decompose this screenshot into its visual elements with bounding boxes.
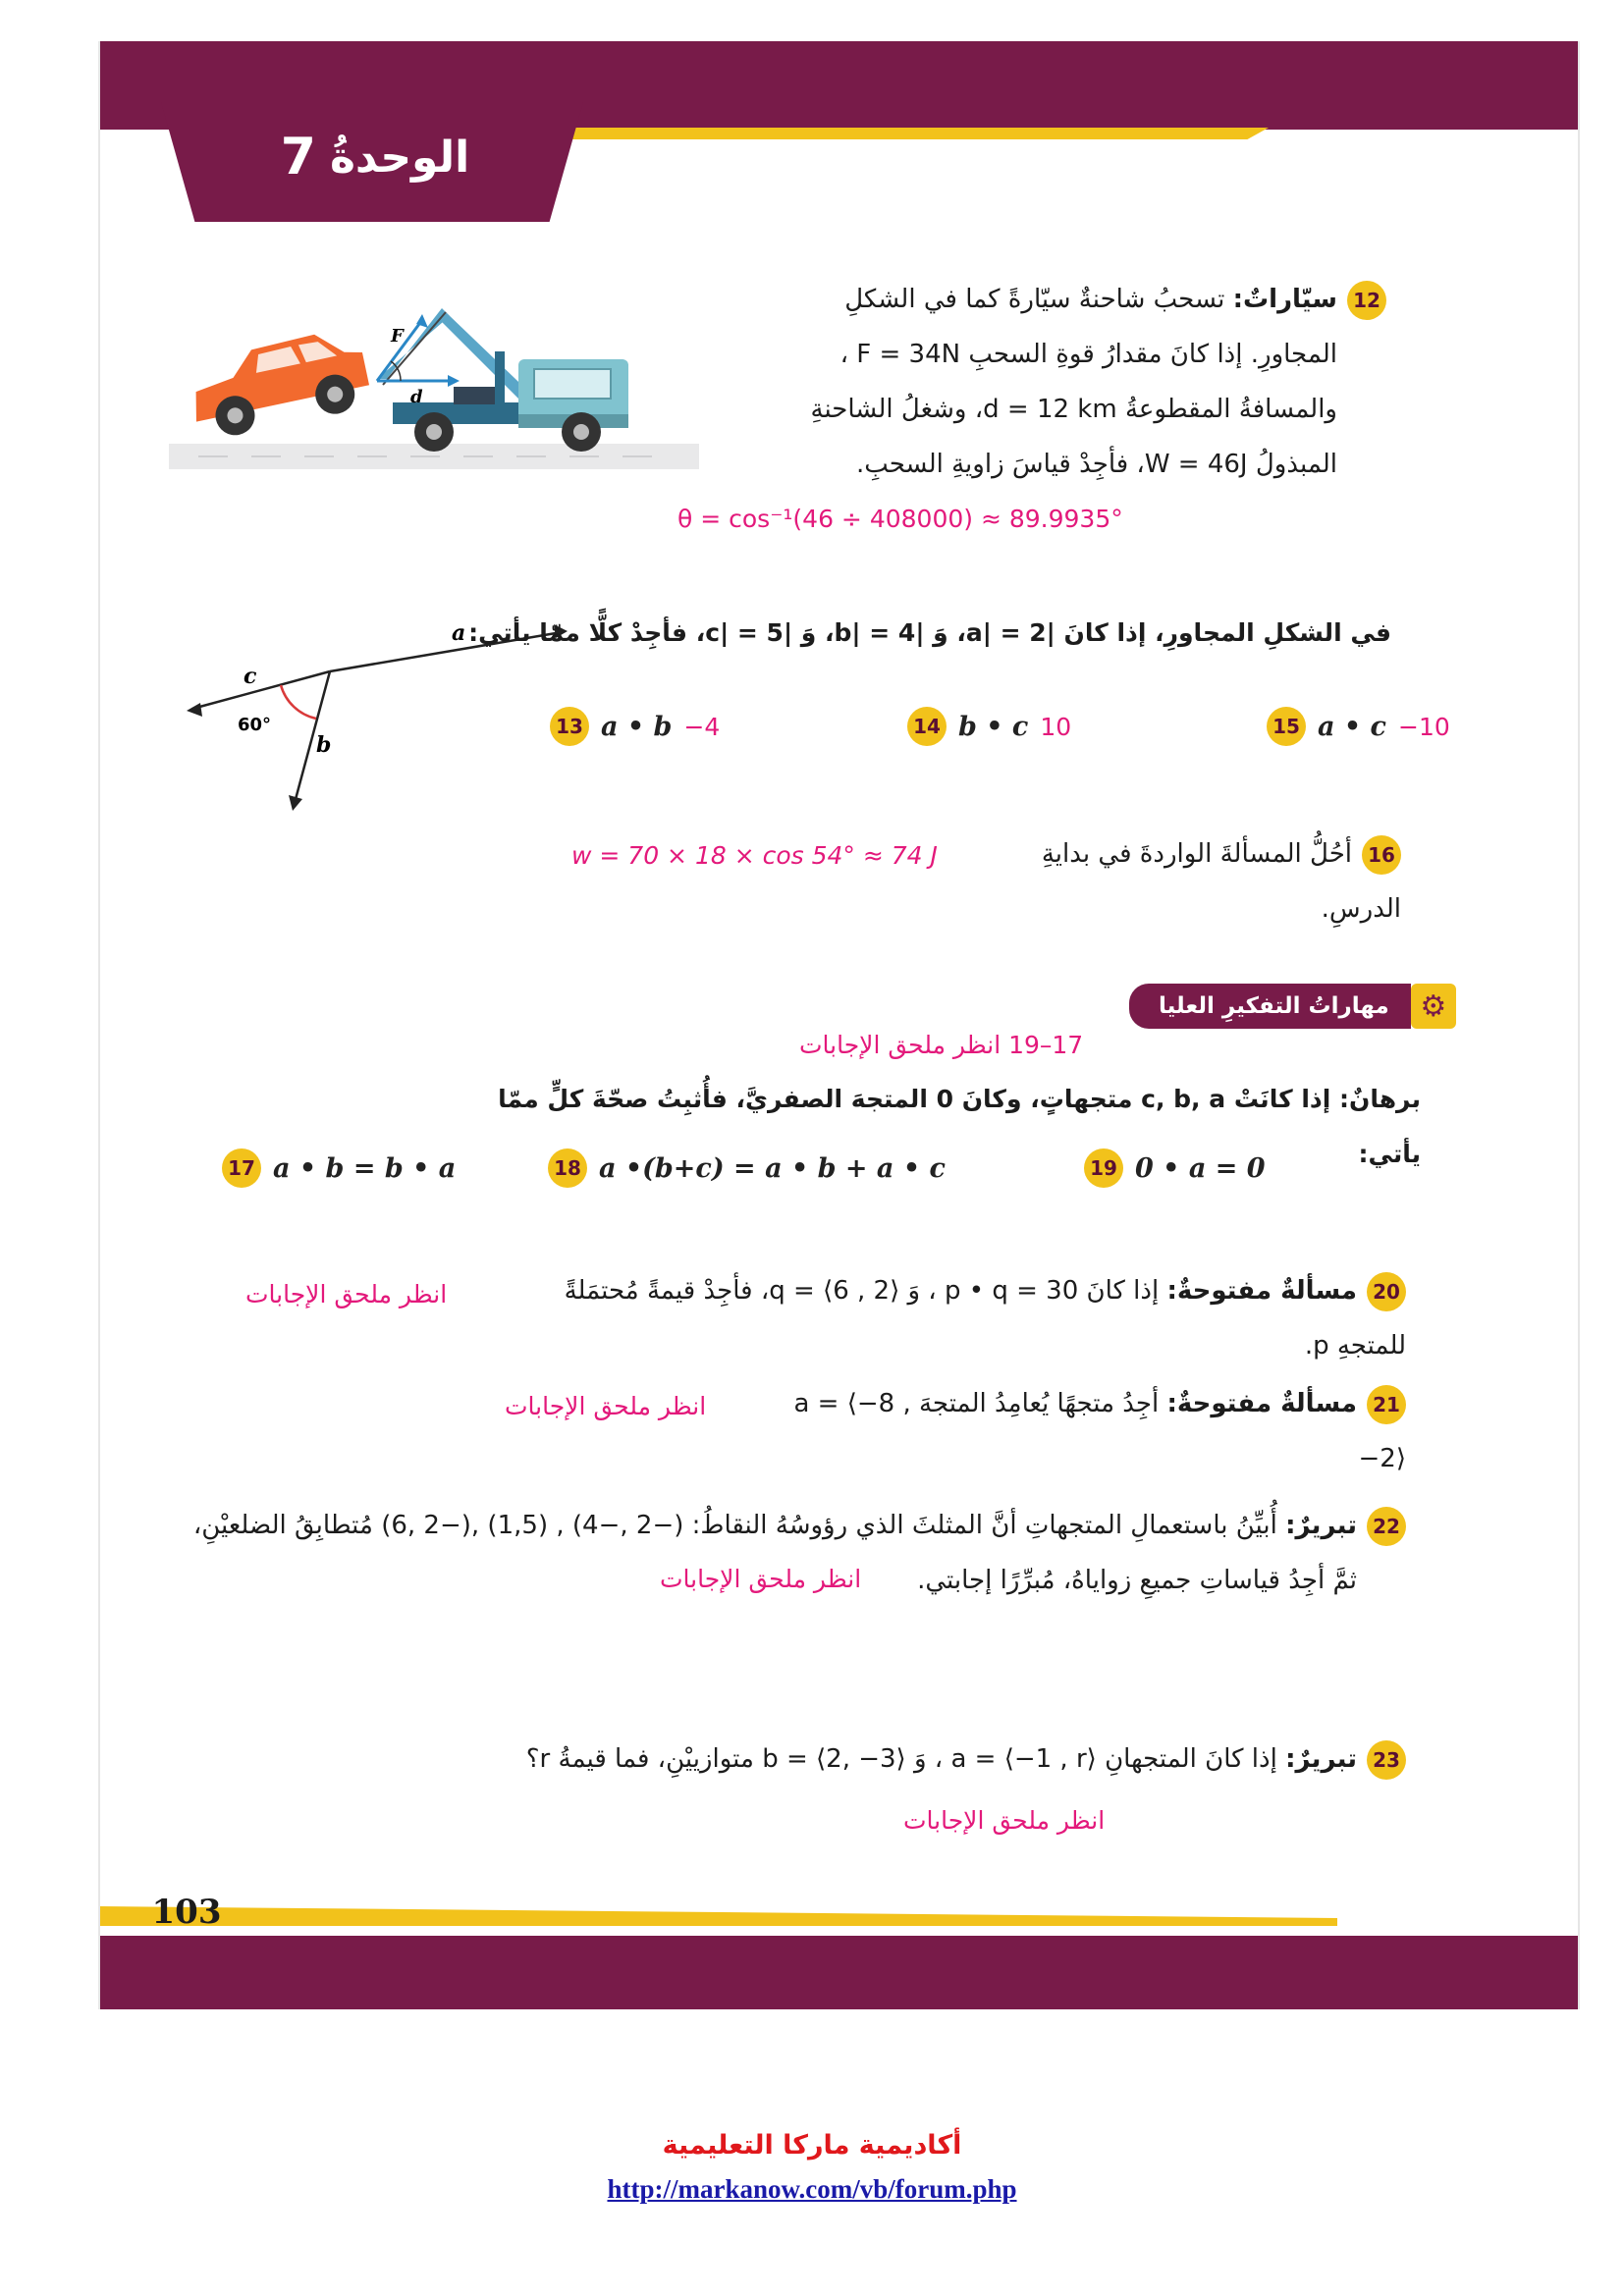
academy-link[interactable]: http://markanow.com/vb/forum.php <box>607 2174 1017 2204</box>
answer-16: w = 70 × 18 × cos 54° ≈ 74 J <box>571 841 938 870</box>
header-stripe <box>562 128 1269 139</box>
question-text: إذا كانَ p • q = 30 ، وَ q = ⟨6 , 2⟩، فأجِدْ قيمةً مُحتمَلةً للمتجهِ p. <box>564 1276 1406 1361</box>
question-line: والمسافةُ المقطوعةُ d = 12 km، وشغلُ الشاحنةِ <box>810 395 1337 424</box>
question-line: تسحبُ شاحنةٌ سيّارةً كما في الشكلِ <box>844 285 1225 314</box>
question-title: تبريرٌ: <box>1285 1511 1357 1540</box>
expression: a • b <box>601 711 673 742</box>
unit-number: 7 <box>280 128 316 187</box>
unit-label <box>198 108 552 206</box>
page-number: 103 <box>151 1893 222 1932</box>
footer-stripe <box>100 1906 1337 1926</box>
question-15: 15 a • c −10 <box>1267 707 1450 746</box>
question-line: ثمَّ أجِدُ قياساتِ جميعِ زواياهُ، مُبرِّرًا إجابتي. <box>917 1566 1357 1595</box>
questions-13-15-intro: في الشكلِ المجاورِ، إذا كانَ |a| = 2، وَ |b| = 4، وَ |c| = 5، فأجِدْ كلًّا ممّا يأتي: <box>468 618 1391 647</box>
answer: 10 <box>1040 712 1072 741</box>
answer-12: θ = cos⁻¹(46 ÷ 408000) ≈ 89.9935° <box>677 505 1123 533</box>
question-title: تبريرٌ: <box>1285 1744 1357 1774</box>
vector-b-label: b <box>316 732 332 758</box>
expression: 0 • a = 0 <box>1135 1152 1266 1184</box>
academy-name: أكاديمية ماركا التعليمية <box>662 2130 962 2161</box>
gears-icon: ⚙ <box>1411 984 1456 1029</box>
higher-skills-header <box>1129 984 1456 1029</box>
question-text: أحُلُّ المسألةَ الواردةَ في بدايةِ الدرسِ. <box>1041 839 1401 924</box>
question-19: 19 0 • a = 0 <box>1084 1148 1266 1188</box>
answer-21: انظر ملحق الإجابات <box>505 1392 707 1420</box>
expression: a •(b+c) = a • b + a • c <box>599 1152 946 1184</box>
question-21: 21مسألةٌ مفتوحةٌ: أجِدُ متجهًا يُعامِدُ المتجهَ a = ⟨−8 , −2⟩ <box>738 1376 1406 1486</box>
unit-word: الوحدةُ <box>329 132 470 183</box>
answer: −10 <box>1398 712 1450 741</box>
question-14: 14 b • c 10 <box>907 707 1071 746</box>
textbook-page <box>98 41 1580 2009</box>
answer-17-19-ref: 17–19 انظر ملحق الإجابات <box>799 1031 1084 1059</box>
distance-label: d <box>410 387 423 407</box>
expression: a • b = b • a <box>273 1152 457 1184</box>
question-title: مسألةٌ مفتوحةٌ: <box>1166 1276 1357 1306</box>
question-text: إذا كانَ المتجهانِ a = ⟨−1 , r⟩ ، وَ b = ⟨2, −3⟩ متوازييْنِ، فما قيمةُ r؟ <box>525 1744 1277 1774</box>
angle-label: 60° <box>238 715 272 735</box>
question-23: 23تبريرٌ: إذا كانَ المتجهانِ a = ⟨−1 , r⟩ ، وَ b = ⟨2, −3⟩ متوازييْنِ، فما قيمةُ r؟ <box>522 1732 1406 1787</box>
question-title: سيّاراتٌ: <box>1232 285 1337 314</box>
question-line: المبذولُ W = 46J، فأجِدْ قياسَ زاويةِ السحبِ. <box>855 450 1337 479</box>
answer: −4 <box>683 712 721 741</box>
force-label: F <box>391 326 404 347</box>
question-17: 17 a • b = b • a <box>222 1148 456 1188</box>
question-line: المجاورِ. إذا كانَ مقدارُ قوةِ السحبِ F = 34N ، <box>839 340 1337 369</box>
question-13: 13 a • b −4 <box>550 707 720 746</box>
tow-truck-illustration <box>159 257 709 483</box>
question-16: 16أحُلُّ المسألةَ الواردةَ في بدايةِ الدرسِ. <box>1028 827 1401 936</box>
question-22: 22تبريرٌ: أُبيِّنُ باستعمالِ المتجهاتِ أنَّ المثلثَ الذي رؤوسُهُ النقاطُ: (−2 ,−4) , (1,5) ,(−2 ,6) مُتطابِقُ الضلعيْنِ، ثمَّ أجِدُ قياساتِ جميعِ زواياهُ، مُبرِّرًا إجابتي. <box>149 1498 1406 1608</box>
higher-skills-title: مهاراتُ التفكيرِ العليا <box>1129 984 1411 1029</box>
answer-20: انظر ملحق الإجابات <box>245 1280 448 1308</box>
question-number: 12 <box>1347 281 1386 320</box>
question-text: أجِدُ متجهًا يُعامِدُ المتجهَ a = ⟨−8 , −2⟩ <box>793 1389 1406 1473</box>
answer-23: انظر ملحق الإجابات <box>903 1806 1106 1835</box>
question-title: مسألةٌ مفتوحةٌ: <box>1166 1389 1357 1418</box>
answer-22: انظر ملحق الإجابات <box>660 1565 862 1593</box>
question-line: أُبيِّنُ باستعمالِ المتجهاتِ أنَّ المثلثَ الذي رؤوسُهُ النقاطُ: (−2 ,−4) , (1,5) ,(−2 ,6) مُتطابِقُ الضلعيْنِ، <box>192 1511 1277 1540</box>
vector-c-label: c <box>244 664 257 689</box>
question-20: 20مسألةٌ مفتوحةٌ: إذا كانَ p • q = 30 ، وَ q = ⟨6 , 2⟩، فأجِدْ قيمةً مُحتمَلةً للمتجهِ p. <box>552 1263 1406 1373</box>
question-18: 18 a •(b+c) = a • b + a • c <box>548 1148 946 1188</box>
question-12 <box>758 272 1386 492</box>
footer-bar <box>100 1936 1578 2009</box>
expression: a • c <box>1318 711 1386 742</box>
proof-intro: برهانٌ: إذا كانَتْ c, b, a متجهاتٍ، وكانَ 0 المتجهَ الصفريَّ، فأُثبِتُ صحّةَ كلٍّ ممّا يأتي: <box>498 1085 1421 1168</box>
vector-a-label: a <box>452 620 466 646</box>
expression: b • c <box>958 711 1029 742</box>
